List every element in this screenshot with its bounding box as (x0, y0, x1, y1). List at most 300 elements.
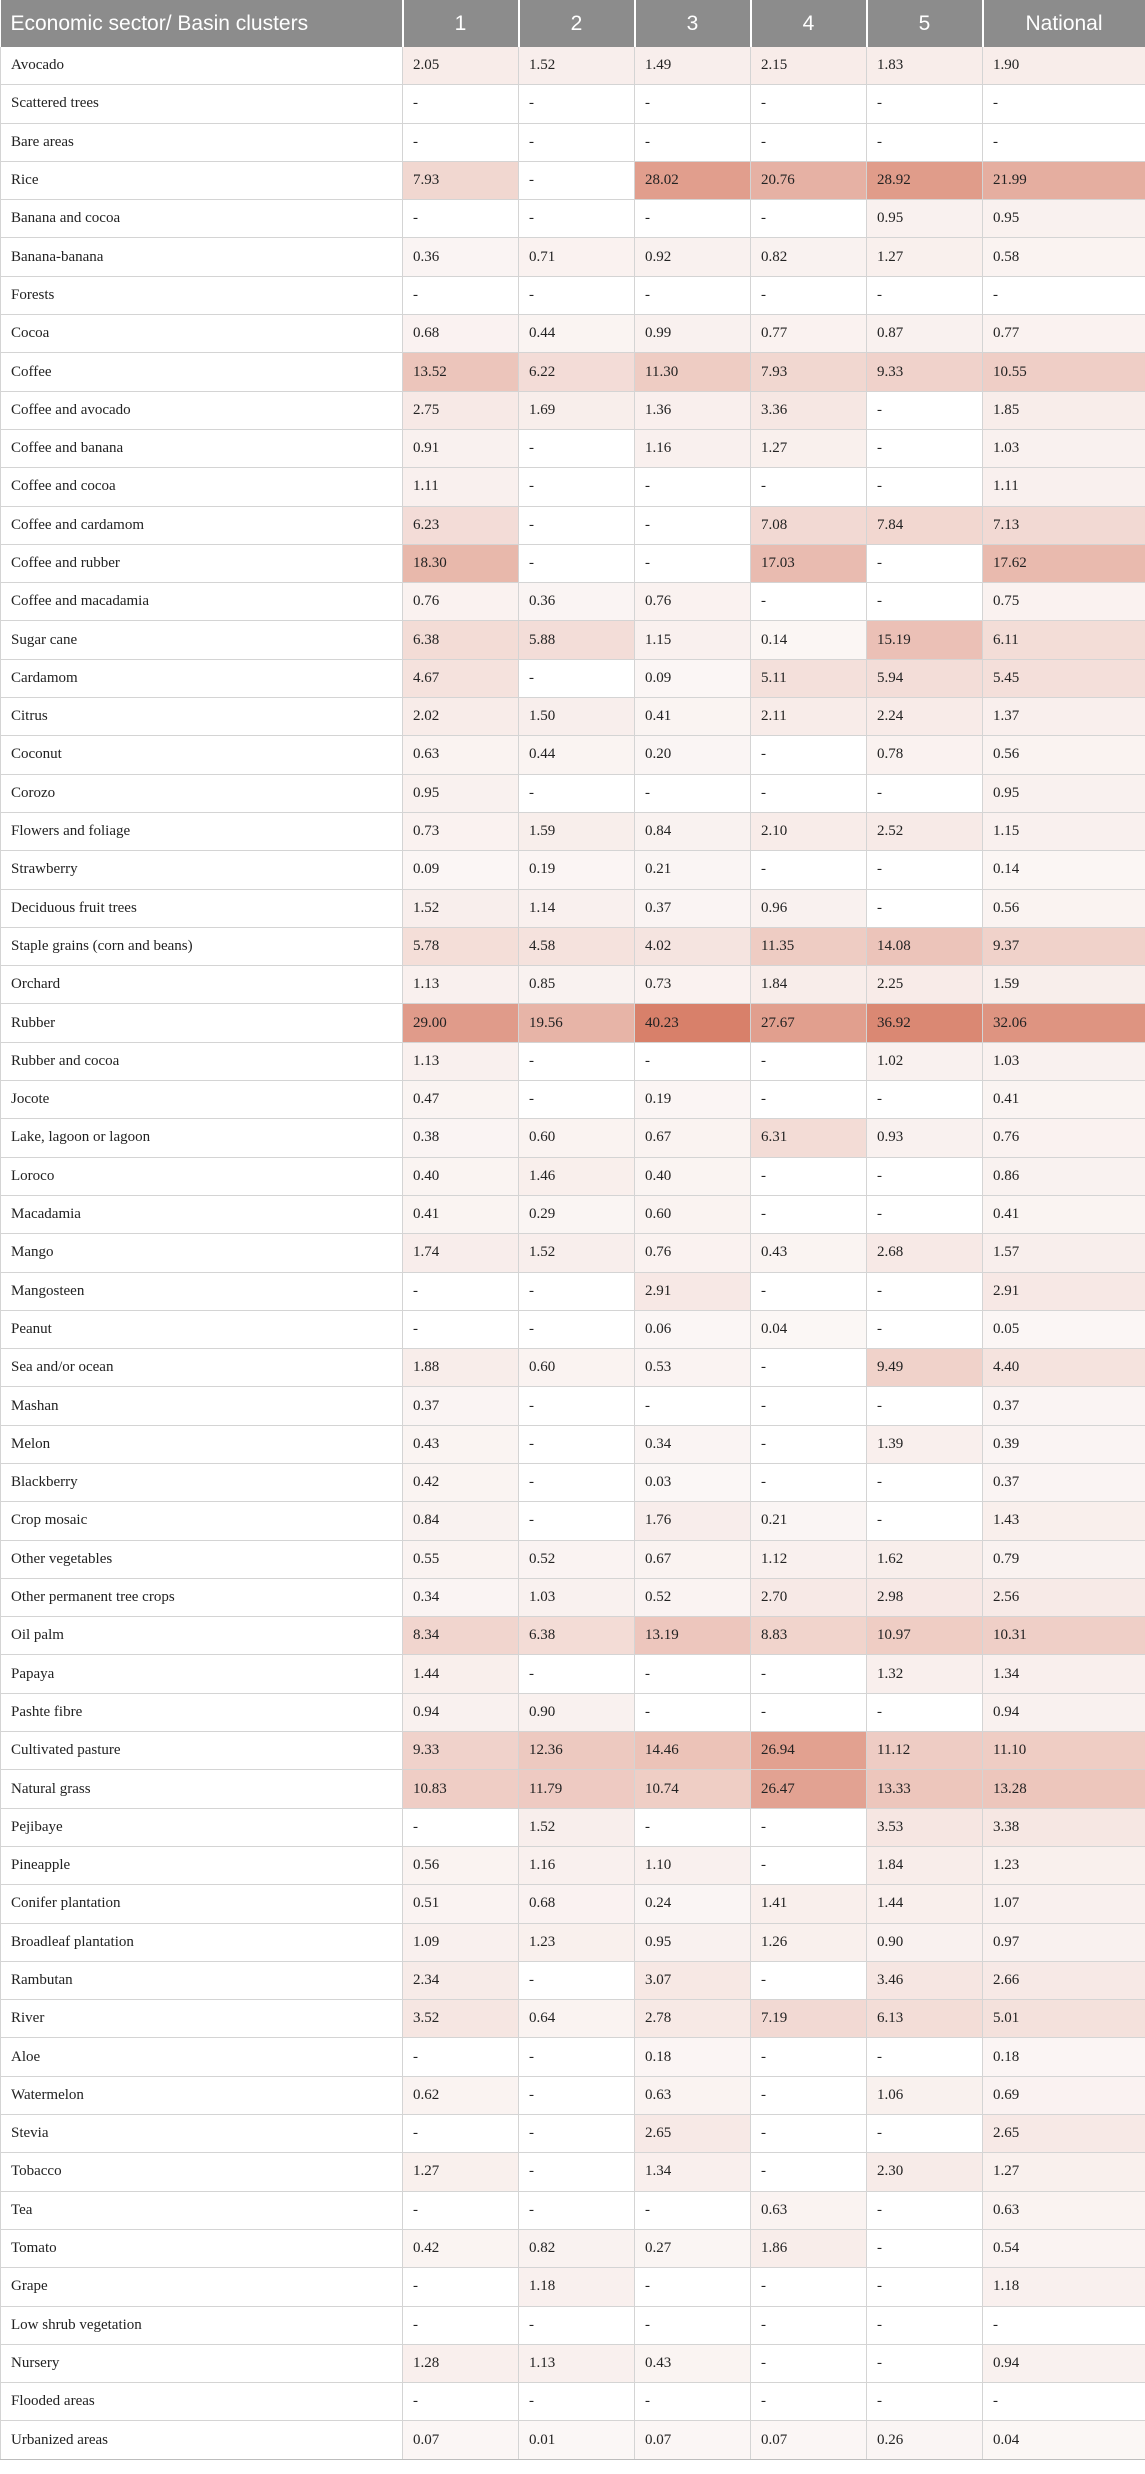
value-cell: 1.16 (635, 429, 751, 467)
row-label: Blackberry (1, 1463, 403, 1501)
value-cell: 5.88 (519, 621, 635, 659)
value-cell: 0.21 (635, 851, 751, 889)
value-cell: - (751, 1425, 867, 1463)
value-cell: 5.45 (983, 659, 1145, 697)
value-cell: 1.13 (519, 2344, 635, 2382)
header-cluster-5: 5 (867, 0, 983, 47)
value-cell: - (519, 1655, 635, 1693)
row-label: Orchard (1, 966, 403, 1004)
table-row (1, 927, 1145, 965)
table-row (1, 2268, 1145, 2306)
value-cell: - (867, 2268, 983, 2306)
table-row (1, 200, 1145, 238)
value-cell: 11.35 (751, 927, 867, 965)
row-label: Conifer plantation (1, 1885, 403, 1923)
value-cell: 0.68 (519, 1885, 635, 1923)
value-cell: - (751, 200, 867, 238)
row-label: Rubber and cocoa (1, 1042, 403, 1080)
value-cell: - (519, 2191, 635, 2229)
value-cell: 0.14 (751, 621, 867, 659)
row-label: Urbanized areas (1, 2421, 403, 2459)
value-cell: 0.67 (635, 1119, 751, 1157)
value-cell: - (519, 2076, 635, 2114)
value-cell: 1.84 (751, 966, 867, 1004)
value-cell: 1.02 (867, 1042, 983, 1080)
value-cell: 0.37 (983, 1463, 1145, 1501)
value-cell: 0.94 (403, 1693, 519, 1731)
value-cell: 0.86 (983, 1157, 1145, 1195)
row-label: Peanut (1, 1310, 403, 1348)
value-cell: 2.10 (751, 812, 867, 850)
value-cell: - (751, 1272, 867, 1310)
row-label: Coffee (1, 353, 403, 391)
value-cell: 0.39 (983, 1425, 1145, 1463)
table-row (1, 2229, 1145, 2267)
value-cell: 0.07 (751, 2421, 867, 2459)
value-cell: 3.38 (983, 1808, 1145, 1846)
table-row (1, 2000, 1145, 2038)
value-cell: 10.83 (403, 1770, 519, 1808)
value-cell: - (751, 2115, 867, 2153)
value-cell: 0.43 (751, 1234, 867, 1272)
row-label: Coffee and cocoa (1, 468, 403, 506)
value-cell: 21.99 (983, 161, 1145, 199)
value-cell: - (751, 1808, 867, 1846)
value-cell: 0.76 (635, 1234, 751, 1272)
value-cell: 0.95 (867, 200, 983, 238)
value-cell: - (867, 1387, 983, 1425)
value-cell: - (751, 276, 867, 314)
value-cell: 11.12 (867, 1732, 983, 1770)
value-cell: - (867, 468, 983, 506)
value-cell: - (983, 85, 1145, 123)
value-cell: 8.34 (403, 1617, 519, 1655)
header-sector-label: Economic sector/ Basin clusters (1, 0, 403, 47)
value-cell: 0.76 (983, 1119, 1145, 1157)
value-cell: 1.34 (635, 2153, 751, 2191)
value-cell: 0.36 (519, 583, 635, 621)
value-cell: - (635, 544, 751, 582)
table-header (1, 0, 1145, 47)
value-cell: 2.68 (867, 1234, 983, 1272)
value-cell: 0.40 (403, 1157, 519, 1195)
row-label: Loroco (1, 1157, 403, 1195)
row-label: Jocote (1, 1081, 403, 1119)
value-cell: 0.52 (635, 1578, 751, 1616)
value-cell: 10.55 (983, 353, 1145, 391)
value-cell: 1.11 (983, 468, 1145, 506)
table-row (1, 429, 1145, 467)
value-cell: 0.27 (635, 2229, 751, 2267)
value-cell: - (867, 2191, 983, 2229)
value-cell: 2.24 (867, 698, 983, 736)
row-label: Crop mosaic (1, 1502, 403, 1540)
value-cell: - (519, 200, 635, 238)
value-cell: 1.62 (867, 1540, 983, 1578)
row-label: Pashte fibre (1, 1693, 403, 1731)
value-cell: - (519, 1961, 635, 1999)
value-cell: - (867, 1310, 983, 1348)
value-cell: 1.57 (983, 1234, 1145, 1272)
value-cell: 1.46 (519, 1157, 635, 1195)
value-cell: 0.63 (635, 2076, 751, 2114)
value-cell: - (867, 2115, 983, 2153)
value-cell: 1.85 (983, 391, 1145, 429)
value-cell: - (519, 1387, 635, 1425)
value-cell: 6.11 (983, 621, 1145, 659)
value-cell: 0.99 (635, 315, 751, 353)
value-cell: - (751, 2076, 867, 2114)
value-cell: - (867, 774, 983, 812)
value-cell: 1.32 (867, 1655, 983, 1693)
value-cell: 6.13 (867, 2000, 983, 2038)
value-cell: 1.13 (403, 1042, 519, 1080)
value-cell: - (751, 1195, 867, 1233)
value-cell: 0.85 (519, 966, 635, 1004)
row-label: Flowers and foliage (1, 812, 403, 850)
value-cell: 0.62 (403, 2076, 519, 2114)
value-cell: 0.24 (635, 1885, 751, 1923)
value-cell: 0.91 (403, 429, 519, 467)
table-row (1, 1081, 1145, 1119)
value-cell: 10.31 (983, 1617, 1145, 1655)
row-label: Strawberry (1, 851, 403, 889)
value-cell: 2.75 (403, 391, 519, 429)
row-label: Coffee and banana (1, 429, 403, 467)
value-cell: - (635, 1387, 751, 1425)
value-cell: - (635, 468, 751, 506)
value-cell: - (403, 1272, 519, 1310)
value-cell: 1.27 (751, 429, 867, 467)
table-row (1, 812, 1145, 850)
table-row (1, 889, 1145, 927)
table-row (1, 2383, 1145, 2421)
value-cell: 1.59 (983, 966, 1145, 1004)
table-row (1, 2421, 1145, 2459)
row-label: Cultivated pasture (1, 1732, 403, 1770)
row-label: Mashan (1, 1387, 403, 1425)
row-label: Flooded areas (1, 2383, 403, 2421)
table-row (1, 1617, 1145, 1655)
value-cell: 0.58 (983, 238, 1145, 276)
value-cell: 5.01 (983, 2000, 1145, 2038)
value-cell: 0.54 (983, 2229, 1145, 2267)
value-cell: - (751, 1349, 867, 1387)
value-cell: 0.63 (983, 2191, 1145, 2229)
value-cell: 1.52 (519, 1234, 635, 1272)
row-label: Forests (1, 276, 403, 314)
row-label: River (1, 2000, 403, 2038)
value-cell: 15.19 (867, 621, 983, 659)
header-row (1, 0, 1145, 47)
table-row (1, 1195, 1145, 1233)
value-cell: - (867, 2383, 983, 2421)
value-cell: - (751, 1655, 867, 1693)
value-cell: - (635, 1655, 751, 1693)
row-label: Sea and/or ocean (1, 1349, 403, 1387)
value-cell: - (983, 123, 1145, 161)
value-cell: 1.23 (983, 1846, 1145, 1884)
value-cell: 0.95 (635, 1923, 751, 1961)
value-cell: - (519, 429, 635, 467)
value-cell: - (403, 2268, 519, 2306)
value-cell: - (867, 544, 983, 582)
table-row (1, 659, 1145, 697)
row-label: Coconut (1, 736, 403, 774)
value-cell: 1.90 (983, 47, 1145, 85)
row-label: Cocoa (1, 315, 403, 353)
value-cell: 0.34 (403, 1578, 519, 1616)
value-cell: 0.14 (983, 851, 1145, 889)
value-cell: - (867, 276, 983, 314)
table-row (1, 47, 1145, 85)
value-cell: 0.41 (983, 1195, 1145, 1233)
value-cell: 1.28 (403, 2344, 519, 2382)
value-cell: 0.95 (403, 774, 519, 812)
row-label: Rice (1, 161, 403, 199)
value-cell: 7.13 (983, 506, 1145, 544)
table-row (1, 1119, 1145, 1157)
row-label: Coffee and avocado (1, 391, 403, 429)
value-cell: 0.05 (983, 1310, 1145, 1348)
value-cell: 26.94 (751, 1732, 867, 1770)
value-cell: 0.92 (635, 238, 751, 276)
value-cell: - (403, 2115, 519, 2153)
value-cell: 3.53 (867, 1808, 983, 1846)
value-cell: - (403, 2306, 519, 2344)
value-cell: 0.73 (403, 812, 519, 850)
value-cell: 0.60 (519, 1119, 635, 1157)
value-cell: 0.79 (983, 1540, 1145, 1578)
value-cell: - (751, 2153, 867, 2191)
value-cell: 0.52 (519, 1540, 635, 1578)
value-cell: - (403, 276, 519, 314)
value-cell: 1.11 (403, 468, 519, 506)
value-cell: - (867, 1195, 983, 1233)
table-row (1, 2038, 1145, 2076)
value-cell: 26.47 (751, 1770, 867, 1808)
value-cell: - (519, 1425, 635, 1463)
value-cell: 0.95 (983, 774, 1145, 812)
value-cell: 1.27 (983, 2153, 1145, 2191)
value-cell: 0.41 (983, 1081, 1145, 1119)
table-row (1, 123, 1145, 161)
value-cell: - (751, 2268, 867, 2306)
value-cell: 0.44 (519, 736, 635, 774)
row-label: Tobacco (1, 2153, 403, 2191)
value-cell: 0.38 (403, 1119, 519, 1157)
value-cell: 0.36 (403, 238, 519, 276)
value-cell: - (867, 2229, 983, 2267)
value-cell: 0.03 (635, 1463, 751, 1501)
value-cell: 0.56 (983, 889, 1145, 927)
table-row (1, 391, 1145, 429)
value-cell: 7.93 (751, 353, 867, 391)
value-cell: 7.08 (751, 506, 867, 544)
value-cell: - (751, 1846, 867, 1884)
value-cell: 0.07 (403, 2421, 519, 2459)
value-cell: 0.97 (983, 1923, 1145, 1961)
value-cell: 0.76 (635, 583, 751, 621)
value-cell: 6.23 (403, 506, 519, 544)
value-cell: 1.76 (635, 1502, 751, 1540)
value-cell: - (519, 2038, 635, 2076)
value-cell: - (519, 123, 635, 161)
value-cell: - (635, 1693, 751, 1731)
row-label: Banana and cocoa (1, 200, 403, 238)
value-cell: 1.86 (751, 2229, 867, 2267)
row-label: Melon (1, 1425, 403, 1463)
value-cell: - (519, 468, 635, 506)
value-cell: - (751, 1157, 867, 1195)
value-cell: 1.18 (983, 2268, 1145, 2306)
value-cell: 7.93 (403, 161, 519, 199)
row-label: Lake, lagoon or lagoon (1, 1119, 403, 1157)
table-row (1, 1004, 1145, 1042)
value-cell: - (751, 1961, 867, 1999)
value-cell: - (867, 429, 983, 467)
value-cell: - (867, 1272, 983, 1310)
value-cell: 0.69 (983, 2076, 1145, 2114)
value-cell: 0.04 (751, 1310, 867, 1348)
value-cell: 1.13 (403, 966, 519, 1004)
value-cell: 0.41 (403, 1195, 519, 1233)
value-cell: 1.15 (983, 812, 1145, 850)
value-cell: 0.19 (635, 1081, 751, 1119)
row-label: Mangosteen (1, 1272, 403, 1310)
value-cell: 1.59 (519, 812, 635, 850)
table-row (1, 85, 1145, 123)
value-cell: 1.18 (519, 2268, 635, 2306)
value-cell: 1.27 (403, 2153, 519, 2191)
value-cell: 0.94 (983, 1693, 1145, 1731)
table-row (1, 1885, 1145, 1923)
value-cell: 2.66 (983, 1961, 1145, 1999)
value-cell: 0.53 (635, 1349, 751, 1387)
header-national: National (983, 0, 1145, 47)
table-row (1, 1846, 1145, 1884)
table-row (1, 851, 1145, 889)
value-cell: 0.37 (403, 1387, 519, 1425)
value-cell: 32.06 (983, 1004, 1145, 1042)
value-cell: 1.14 (519, 889, 635, 927)
value-cell: 0.21 (751, 1502, 867, 1540)
value-cell: 0.78 (867, 736, 983, 774)
value-cell: 0.82 (519, 2229, 635, 2267)
table-row (1, 238, 1145, 276)
value-cell: 0.77 (983, 315, 1145, 353)
value-cell: 4.02 (635, 927, 751, 965)
table-row (1, 1770, 1145, 1808)
table-row (1, 353, 1145, 391)
value-cell: 11.10 (983, 1732, 1145, 1770)
value-cell: - (867, 1157, 983, 1195)
value-cell: 0.09 (403, 851, 519, 889)
value-cell: - (867, 1463, 983, 1501)
value-cell: 2.15 (751, 47, 867, 85)
table-row (1, 1387, 1145, 1425)
value-cell: - (403, 200, 519, 238)
value-cell: 1.37 (983, 698, 1145, 736)
value-cell: - (519, 276, 635, 314)
row-label: Stevia (1, 2115, 403, 2153)
value-cell: 0.19 (519, 851, 635, 889)
table-row (1, 2115, 1145, 2153)
value-cell: - (635, 85, 751, 123)
row-label: Rubber (1, 1004, 403, 1042)
table-row (1, 1349, 1145, 1387)
value-cell: - (519, 2153, 635, 2191)
value-cell: 0.84 (403, 1502, 519, 1540)
value-cell: - (635, 1808, 751, 1846)
table-body (1, 47, 1145, 2459)
row-label: Pineapple (1, 1846, 403, 1884)
value-cell: 1.03 (983, 429, 1145, 467)
table-row (1, 2306, 1145, 2344)
value-cell: 0.18 (983, 2038, 1145, 2076)
value-cell: - (403, 1808, 519, 1846)
value-cell: 5.78 (403, 927, 519, 965)
value-cell: - (519, 1310, 635, 1348)
value-cell: 18.30 (403, 544, 519, 582)
value-cell: 4.40 (983, 1349, 1145, 1387)
value-cell: - (519, 85, 635, 123)
row-label: Low shrub vegetation (1, 2306, 403, 2344)
value-cell: 10.97 (867, 1617, 983, 1655)
value-cell: 0.96 (751, 889, 867, 927)
row-label: Scattered trees (1, 85, 403, 123)
value-cell: 28.92 (867, 161, 983, 199)
table-row (1, 2344, 1145, 2382)
value-cell: - (519, 659, 635, 697)
value-cell: 0.82 (751, 238, 867, 276)
value-cell: 0.84 (635, 812, 751, 850)
value-cell: - (751, 583, 867, 621)
value-cell: 28.02 (635, 161, 751, 199)
value-cell: 6.22 (519, 353, 635, 391)
value-cell: 0.64 (519, 2000, 635, 2038)
value-cell: 0.20 (635, 736, 751, 774)
value-cell: 0.51 (403, 1885, 519, 1923)
header-cluster-3: 3 (635, 0, 751, 47)
value-cell: 1.07 (983, 1885, 1145, 1923)
value-cell: 0.07 (635, 2421, 751, 2459)
value-cell: 2.52 (867, 812, 983, 850)
value-cell: - (519, 2383, 635, 2421)
value-cell: 1.27 (867, 238, 983, 276)
value-cell: 7.84 (867, 506, 983, 544)
value-cell: 0.77 (751, 315, 867, 353)
value-cell: 0.43 (403, 1425, 519, 1463)
value-cell: - (867, 2038, 983, 2076)
value-cell: - (867, 2344, 983, 2382)
value-cell: - (867, 1502, 983, 1540)
value-cell: 9.37 (983, 927, 1145, 965)
row-label: Mango (1, 1234, 403, 1272)
value-cell: 0.90 (519, 1693, 635, 1731)
value-cell: 1.16 (519, 1846, 635, 1884)
table-row (1, 966, 1145, 1004)
value-cell: 0.56 (983, 736, 1145, 774)
value-cell: 13.33 (867, 1770, 983, 1808)
value-cell: 0.56 (403, 1846, 519, 1884)
value-cell: - (867, 851, 983, 889)
value-cell: 2.02 (403, 698, 519, 736)
value-cell: 1.06 (867, 2076, 983, 2114)
table-row (1, 544, 1145, 582)
value-cell: 0.29 (519, 1195, 635, 1233)
value-cell: 2.91 (983, 1272, 1145, 1310)
